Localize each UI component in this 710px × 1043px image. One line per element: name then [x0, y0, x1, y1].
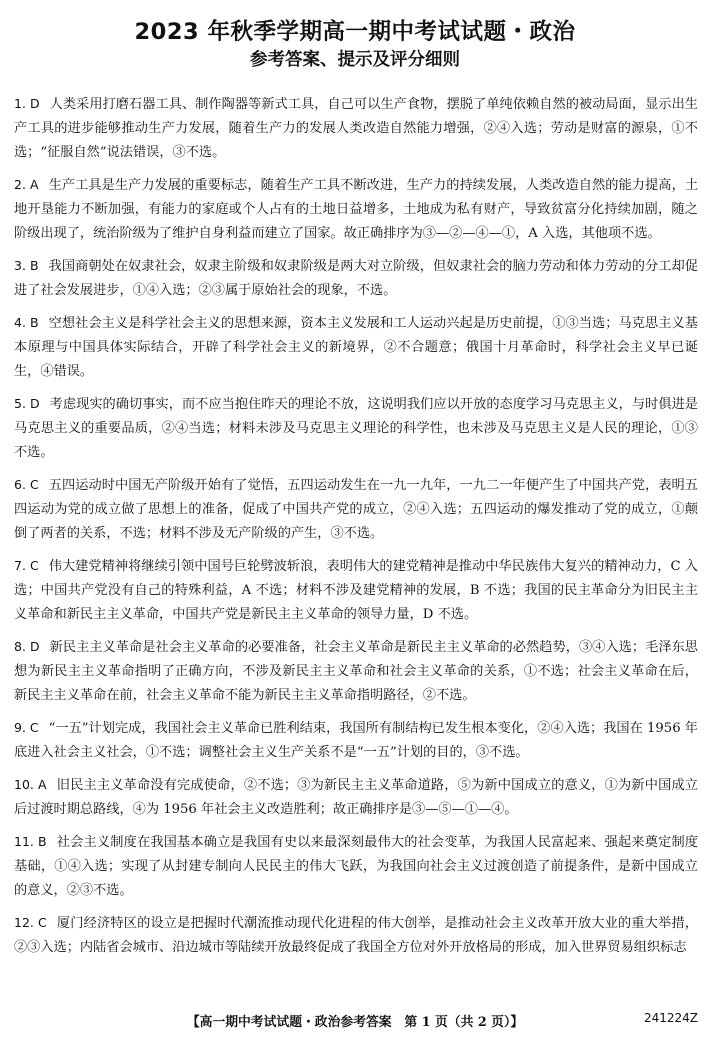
- answer-explanation: 五四运动时中国无产阶级开始有了觉悟，五四运动发生在一九一九年，一九二一年便产生了中国共产党，表明五四运动为党的成立做了思想上的准备，促成了中国共产党的成立，②④入选；五四运动的爆发推动了党的成立，①颠倒了两者的关系，不选；材料不涉及无产阶级的产生，③不选。: [14, 478, 698, 541]
- answer-explanation: 考虑现实的确切事实，而不应当抱住昨天的理论不放，这说明我们应以开放的态度学习马克思主义，与时俱进是马克思主义的重要品质，②④当选；材料未涉及马克思主义理论的科学性，也未涉及马克思主义是人民的理论，①③不选。: [14, 397, 698, 460]
- answer-item-1: [14, 92, 698, 165]
- answer-item-2: [14, 173, 698, 246]
- answer-number: 12. C: [14, 915, 47, 930]
- answer-item-9: [14, 716, 698, 765]
- answer-explanation: 新民主主义革命是社会主义革命的必要准备，社会主义革命是新民主主义革命的必然趋势，③④入选；毛泽东思想为新民主主义革命指明了正确方向，不涉及新民主主义革命和社会主义革命的关系，①不选；社会主义革命在后，新民主主义革命在前，社会主义革命不能为新民主主义革命指明路径，②不选。: [14, 640, 698, 703]
- answer-explanation: 空想社会主义是科学社会主义的思想来源，资本主义发展和工人运动兴起是历史前提，①③当选；马克思主义基本原理与中国具体实际结合，开辟了科学社会主义的新境界，②不合题意；俄国十月革命时，科学社会主义早已诞生，④错误。: [14, 316, 698, 379]
- answer-item-8: [14, 635, 698, 708]
- footer-exam-code: 241224Z: [643, 1011, 698, 1025]
- answer-number: 6. C: [14, 477, 39, 492]
- answer-item-6: [14, 473, 698, 546]
- answer-item-5: [14, 392, 698, 465]
- answer-item-10: [14, 773, 698, 822]
- answer-explanation: 人类采用打磨石器工具、制作陶器等新式工具，自己可以生产食物，摆脱了单纯依赖自然的被动局面，显示出生产工具的进步能够推动生产力发展，随着生产力的发展人类改造自然能力增强，②④入选；劳动是财富的源泉，①不选；“征服自然”说法错误，③不选。: [14, 97, 698, 160]
- answer-number: 7. C: [14, 558, 39, 573]
- answer-number: 3. B: [14, 258, 39, 273]
- answer-number: 11. B: [14, 834, 47, 849]
- answer-explanation: 生产工具是生产力发展的重要标志，随着生产工具不断改进，生产力的持续发展，人类改造自然的能力提高，土地开垦能力不断加强，有能力的家庭或个人占有的土地日益增多，土地成为私有财产，导致贫富分化持续加剧，随之阶级出现了，统治阶级为了维护自身利益而建立了国家。故正确排序为③—②—④—①，A 入选，其他项不选。: [14, 178, 699, 241]
- page-subtitle: 参考答案、提示及评分细则: [250, 50, 460, 70]
- answer-number: 2. A: [14, 177, 39, 192]
- answer-number: 4. B: [14, 315, 39, 330]
- answer-number: 9. C: [14, 720, 39, 735]
- answer-item-4: [14, 311, 698, 384]
- answer-explanation: 社会主义制度在我国基本确立是我国有史以来最深刻最伟大的社会变革，为我国人民富起来、强起来奠定制度基础，①④入选；实现了从封建专制向人民民主的伟大飞跃，为我国向社会主义过渡创造了前提条件，是新中国成立的意义，②③不选。: [14, 835, 698, 898]
- footer-page-info: 【高一期中考试试题・政治参考答案 第 1 页（共 2 页）】: [186, 1015, 524, 1030]
- answer-explanation: 厦门经济特区的设立是把握时代潮流推动现代化进程的伟大创举，是推动社会主义改革开放大业的重大举措，②③入选；内陆省会城市、沿边城市等陆续开放最终促成了我国全方位对外开放格局的形成，加入世界贸易组织标志: [14, 916, 698, 955]
- answer-number: 5. D: [14, 396, 40, 411]
- answer-list: [14, 92, 698, 968]
- answer-explanation: 旧民主主义革命没有完成使命，②不选；③为新民主主义革命道路，⑤为新中国成立的意义，①为新中国成立后过渡时期总路线，④为 1956 年社会主义改造胜利；故正确排序是③—⑤—①—④。: [14, 778, 699, 817]
- answer-number: 8. D: [14, 639, 40, 654]
- answer-explanation: 我国商朝处在奴隶社会，奴隶主阶级和奴隶阶级是两大对立阶级，但奴隶社会的脑力劳动和体力劳动的分工却促进了社会发展进步，①④入选；②③属于原始社会的现象，不选。: [14, 259, 698, 298]
- page-footer: [0, 1011, 710, 1031]
- answer-explanation: 伟大建党精神将继续引领中国号巨轮劈波斩浪，表明伟大的建党精神是推动中华民族伟大复兴的精神动力，C 入选；中国共产党没有自己的特殊利益，A 不选；材料不涉及建党精神的发展，B 不选；我国的民主革命分为旧民主主义革命和新民主主义革命，中国共产党是新民主主义革命的领导力量，D 不选。: [14, 559, 698, 622]
- answer-item-7: [14, 554, 698, 627]
- answer-number: 1. D: [14, 96, 40, 111]
- answer-item-3: [14, 254, 698, 303]
- answer-item-12: [14, 911, 698, 960]
- page-title: 2023 年秋季学期高一期中考试试题・政治: [134, 19, 576, 45]
- answer-number: 10. A: [14, 777, 47, 792]
- answer-item-11: [14, 830, 698, 903]
- answer-explanation: “一五”计划完成，我国社会主义革命已胜利结束，我国所有制结构已发生根本变化，②④入选；我国在 1956 年底进入社会主义社会，①不选；调整社会主义生产关系不是“一五”计划的目的，③不选。: [14, 721, 698, 760]
